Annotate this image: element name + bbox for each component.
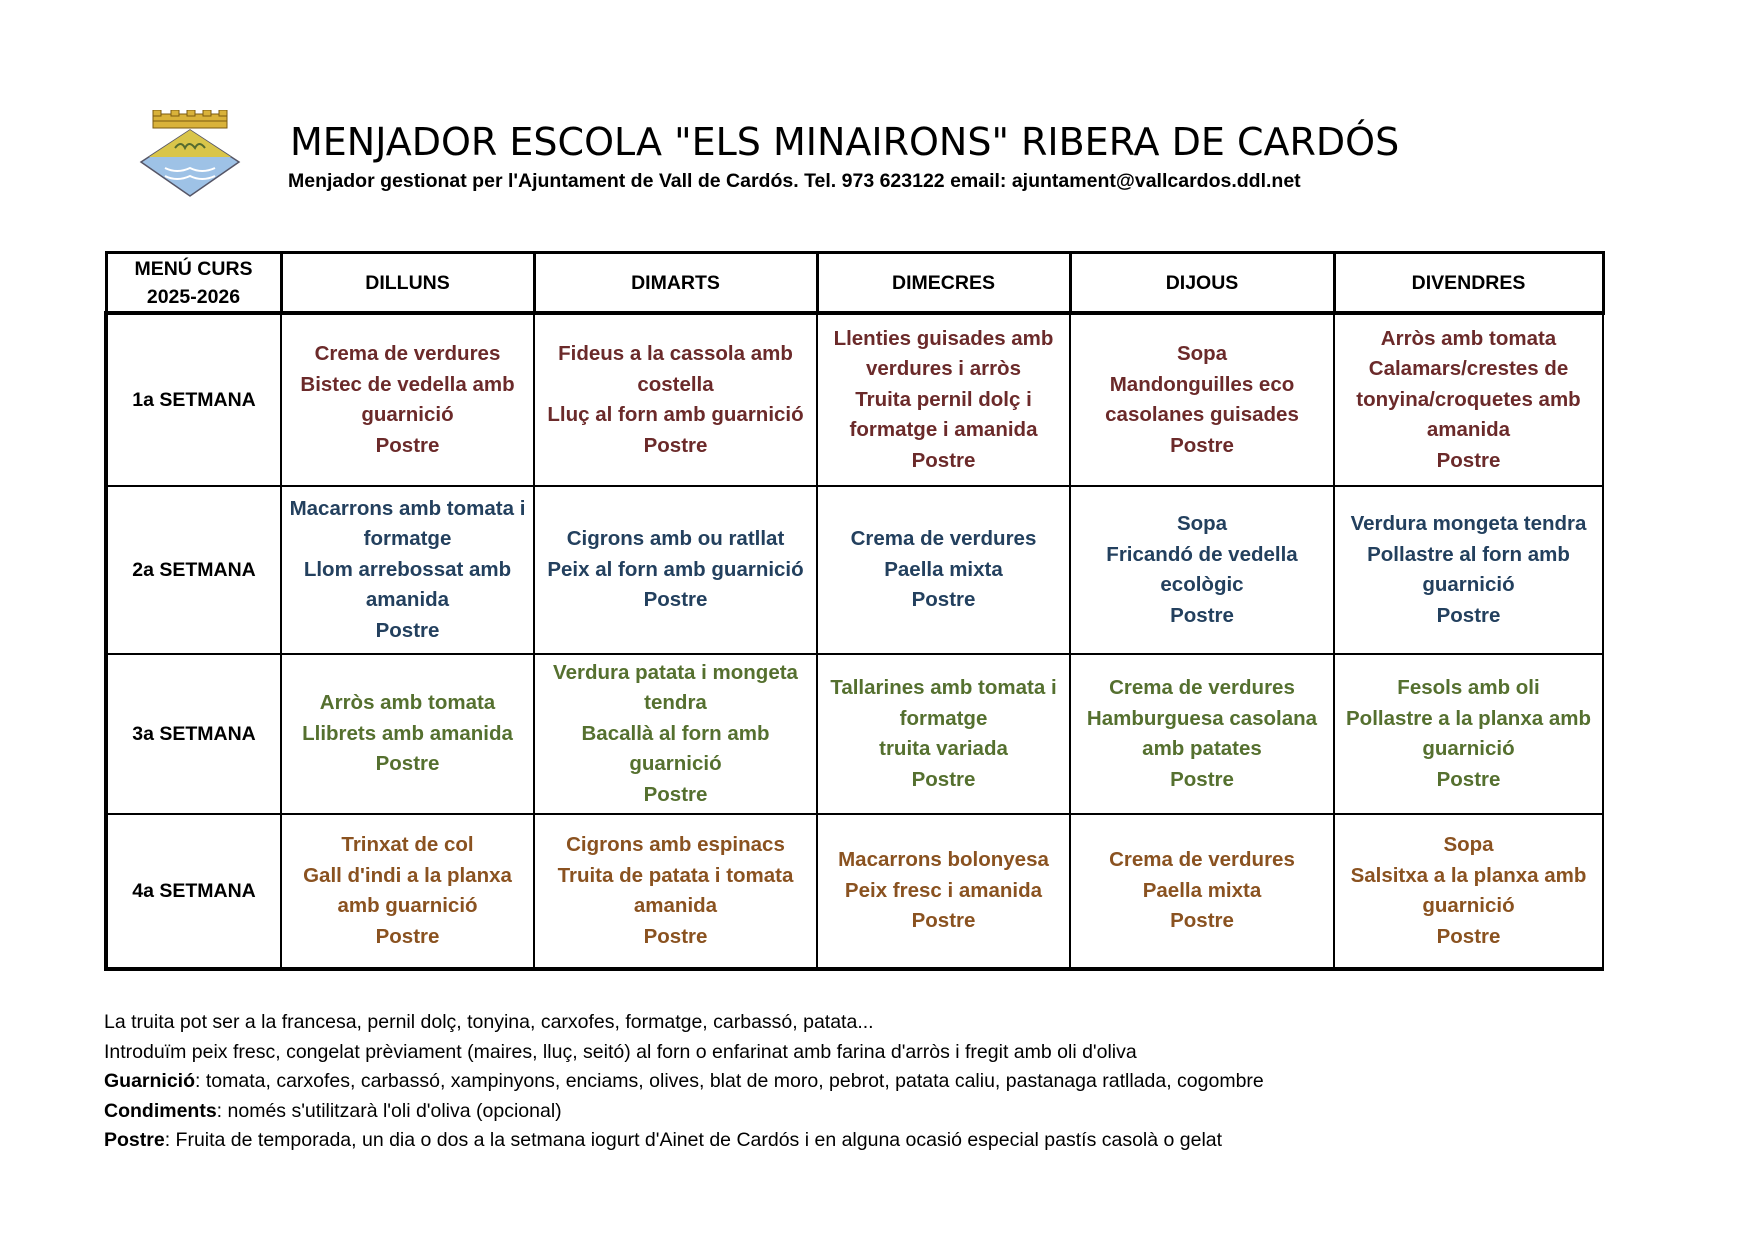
dish-line: Verdura mongeta tendra — [1350, 512, 1587, 535]
day-header-dimecres: DIMECRES — [817, 253, 1070, 314]
dish-line: Peix al forn amb guarnició — [547, 557, 804, 581]
day-header-divendres: DIVENDRES — [1334, 253, 1603, 314]
menu-cell-dilluns — [281, 814, 534, 969]
dish-line: formatge — [899, 706, 988, 730]
dish-line: Postre — [643, 588, 708, 612]
menu-cell-dimecres — [817, 654, 1070, 814]
dish-line: tendra — [644, 691, 707, 715]
week-label: 2a SETMANA — [106, 486, 281, 654]
menu-cell-dilluns — [281, 486, 534, 654]
note-label: Condiments — [104, 1099, 217, 1122]
dish-line: amanida — [365, 588, 450, 612]
menu-table — [104, 251, 1605, 971]
dish-line: amb guarnició — [337, 894, 478, 917]
dish-line: Postre — [911, 448, 976, 472]
table-corner-cell — [106, 253, 281, 314]
menu-cell-dimecres — [817, 814, 1070, 969]
note-truita: La truita pot ser a la francesa, pernil dolç, tonyina, carxofes, formatge, carbassó, patata... — [104, 1011, 874, 1033]
dish-line: Postre — [1436, 603, 1501, 627]
menu-cell-dimarts — [534, 313, 817, 486]
note-condiments — [104, 1097, 1264, 1127]
page-subtitle: Menjador gestionat per l'Ajuntament de Vall de Cardós. Tel. 973 623122 email: ajuntament@vallcardos.ddl.net — [288, 170, 1301, 192]
dish-line: truita variada — [879, 737, 1008, 760]
menu-cell-dilluns — [281, 313, 534, 486]
dish-line: Paella mixta — [884, 557, 1003, 581]
note-text: : Fruita de temporada, un dia o dos a la setmana iogurt d'Ainet de Cardós i en alguna ocasió especial pastís casolà o gelat — [164, 1129, 1223, 1151]
note-guarnicio — [104, 1067, 1264, 1097]
dish-line: Bacallà al forn amb — [581, 721, 770, 745]
menu-cell-dilluns — [281, 654, 534, 814]
menu-cell-dijous — [1070, 486, 1334, 654]
menu-cell-dijous — [1070, 313, 1334, 486]
dish-line: Postre — [375, 618, 440, 642]
dish-line: Trinxat de col — [341, 833, 474, 856]
dish-line: Arròs amb tomata — [319, 691, 496, 715]
dish-line: amb patates — [1142, 737, 1262, 760]
dish-line: Pollastre al forn amb — [1367, 542, 1570, 566]
dish-line: Postre — [375, 752, 440, 776]
dish-line: Salsitxa a la planxa amb — [1350, 863, 1587, 887]
dish-line: Pollastre a la planxa amb — [1346, 706, 1591, 730]
menu-cell-dimarts — [534, 814, 817, 969]
dish-line: Postre — [375, 924, 440, 948]
dish-line: Cigrons amb espinacs — [566, 833, 785, 856]
dish-line: ecològic — [1160, 573, 1244, 596]
week-row-3 — [106, 654, 1603, 814]
dish-line: verdures i arròs — [866, 357, 1021, 381]
notes-section — [104, 1008, 1264, 1156]
dish-line: Mandonguilles eco — [1109, 372, 1295, 396]
coat-of-arms-logo — [135, 110, 245, 198]
dish-line: Paella mixta — [1142, 878, 1262, 902]
dish-line: Fideus a la cassola amb — [558, 342, 793, 365]
day-header-dilluns: DILLUNS — [281, 253, 534, 314]
dish-line: Llibrets amb amanida — [302, 721, 513, 745]
dish-line: Fesols amb oli — [1397, 676, 1540, 699]
dish-line: Llenties guisades amb — [833, 326, 1054, 350]
dish-line: Crema de verdures — [1109, 848, 1295, 872]
dish-line: costella — [637, 372, 714, 396]
note-postre — [104, 1126, 1264, 1156]
dish-line: casolanes guisades — [1105, 403, 1299, 426]
menu-cell-divendres — [1334, 814, 1603, 969]
dish-line: guarnició — [1422, 573, 1515, 596]
note-text: : només s'utilitzarà l'oli d'oliva (opcional) — [216, 1099, 562, 1122]
dish-line: formatge — [363, 527, 452, 551]
dish-line: Sopa — [1176, 342, 1228, 365]
corner-line: 2025-2026 — [146, 285, 241, 308]
dish-line: Postre — [1436, 924, 1501, 948]
dish-line: Arròs amb tomata — [1380, 326, 1557, 350]
dish-line: Postre — [1436, 448, 1501, 472]
dish-line: Truita pernil dolç i — [855, 387, 1032, 411]
dish-line: amanida — [633, 894, 718, 917]
corner-line: MENÚ CURS — [134, 257, 253, 280]
dish-line: Tallarines amb tomata i — [830, 676, 1057, 699]
dish-line: Crema de verdures — [1109, 676, 1295, 699]
dish-line: guarnició — [361, 403, 454, 426]
dish-line: Postre — [1170, 909, 1234, 933]
week-label: 4a SETMANA — [106, 814, 281, 969]
dish-line: Peix fresc i amanida — [844, 878, 1043, 902]
dish-line: tonyina/croquetes amb — [1356, 387, 1581, 411]
week-row-1 — [106, 313, 1603, 486]
week-label: 3a SETMANA — [106, 654, 281, 814]
note-label: Guarnició — [104, 1070, 196, 1092]
week-row-2 — [106, 486, 1603, 654]
menu-cell-dijous — [1070, 654, 1334, 814]
day-header-dijous: DIJOUS — [1070, 253, 1334, 314]
dish-line: Verdura patata i mongeta — [553, 660, 798, 684]
dish-line: Postre — [911, 909, 976, 933]
dish-line: Sopa — [1176, 512, 1228, 535]
dish-line: Bistec de vedella amb — [300, 372, 515, 396]
dish-line: Postre — [1170, 433, 1234, 457]
week-label: 1a SETMANA — [106, 313, 281, 486]
dish-line: Macarrons bolonyesa — [838, 848, 1049, 872]
table-header-row — [106, 253, 1603, 314]
note-text: : tomata, carxofes, carbassó, xampinyons, enciams, olives, blat de moro, pebrot, patata caliu, pastanaga ratllada, cogombre — [195, 1070, 1264, 1092]
menu-cell-dijous — [1070, 814, 1334, 969]
dish-line: Postre — [1170, 767, 1234, 791]
menu-cell-divendres — [1334, 313, 1603, 486]
dish-line: Lluç al forn amb guarnició — [547, 403, 804, 426]
day-header-dimarts: DIMARTS — [534, 253, 817, 314]
menu-cell-dimarts — [534, 486, 817, 654]
menu-cell-divendres — [1334, 486, 1603, 654]
dish-line: Postre — [1436, 767, 1501, 791]
dish-line: Llom arrebossat amb — [303, 557, 512, 581]
dish-line: Macarrons amb tomata i — [289, 496, 526, 520]
note-label: Postre — [104, 1129, 165, 1151]
dish-line: Postre — [911, 588, 976, 612]
dish-line: guarnició — [1422, 737, 1515, 760]
menu-cell-dimecres — [817, 313, 1070, 486]
dish-line: formatge i amanida — [849, 418, 1038, 442]
dish-line: Postre — [643, 924, 708, 948]
dish-line: Postre — [643, 782, 708, 806]
dish-line: Crema de verdures — [850, 527, 1037, 551]
dish-line: Crema de verdures — [314, 342, 501, 365]
dish-line: guarnició — [1422, 894, 1515, 917]
dish-line: Postre — [643, 433, 708, 457]
page-title: MENJADOR ESCOLA "ELS MINAIRONS" RIBERA DE CARDÓS — [290, 120, 1400, 164]
dish-line: Sopa — [1443, 833, 1494, 856]
dish-line: Calamars/crestes de — [1368, 357, 1569, 381]
dish-line: amanida — [1426, 418, 1511, 442]
dish-line: Truita de patata i tomata — [557, 863, 794, 887]
menu-cell-dimecres — [817, 486, 1070, 654]
dish-line: Gall d'indi a la planxa — [303, 863, 512, 887]
dish-line: Cigrons amb ou ratllat — [566, 527, 785, 551]
dish-line: Fricandó de vedella — [1106, 542, 1298, 566]
menu-cell-dimarts — [534, 654, 817, 814]
dish-line: guarnició — [629, 752, 722, 776]
note-peix: Introduïm peix fresc, congelat prèviament (maires, lluç, seitó) al forn o enfarinat amb farina d'arròs i fregit amb oli d'oliva — [104, 1040, 1137, 1063]
dish-line: Postre — [1170, 603, 1234, 627]
dish-line: Hamburguesa casolana — [1086, 706, 1318, 730]
dish-line: Postre — [375, 433, 440, 457]
dish-line: Postre — [911, 767, 976, 791]
menu-cell-divendres — [1334, 654, 1603, 814]
week-row-4 — [106, 814, 1603, 969]
